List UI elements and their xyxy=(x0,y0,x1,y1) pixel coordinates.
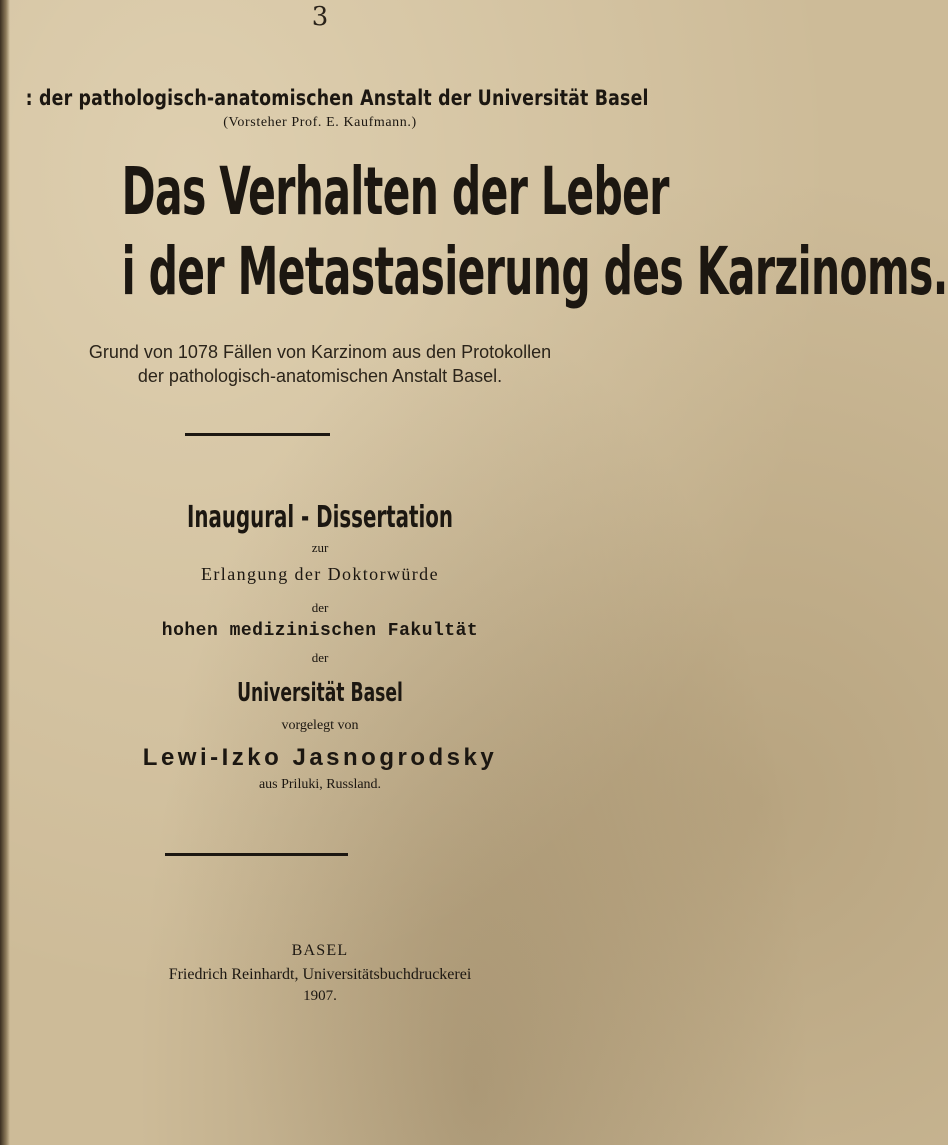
divider-rule-bottom xyxy=(165,853,348,856)
presented-by-line: vorgelegt von xyxy=(281,718,359,733)
der-line-2: der xyxy=(311,650,329,665)
title-line-1: Das Verhalten der Leber xyxy=(121,153,669,230)
subtitle xyxy=(0,340,640,388)
page-number: 3 xyxy=(311,2,329,32)
director-line: (Vorsteher Prof. E. Kaufmann.) xyxy=(223,115,417,130)
institute-line: : der pathologisch-anatomischen Anstalt der Universität Basel xyxy=(25,86,649,110)
erlangung-line: Erlangung der Doktorwürde xyxy=(201,564,439,584)
imprint-year: 1907. xyxy=(303,988,337,1004)
title-line-2: i der Metastasierung des Karzinoms. xyxy=(121,233,948,310)
author-origin: aus Priluki, Russland. xyxy=(258,777,382,792)
imprint-city: BASEL xyxy=(291,942,349,959)
subtitle-line-1: Grund von 1078 Fällen von Karzinom aus den Protokollen xyxy=(88,342,552,362)
der-line-1: der xyxy=(311,600,329,615)
author-name: Lewi-Izko Jasnogrodsky xyxy=(142,744,498,771)
imprint-printer: Friedrich Reinhardt, Universitätsbuchdruckerei xyxy=(168,966,472,983)
dissertation-heading: Inaugural - Dissertation xyxy=(187,500,453,535)
faculty-line: hohen medizinischen Fakultät xyxy=(161,621,479,641)
zur-line: zur xyxy=(311,540,329,555)
subtitle-line-2: der pathologisch-anatomischen Anstalt Basel. xyxy=(137,366,503,386)
university-line: Universität Basel xyxy=(237,678,403,708)
divider-rule-top xyxy=(185,433,330,436)
